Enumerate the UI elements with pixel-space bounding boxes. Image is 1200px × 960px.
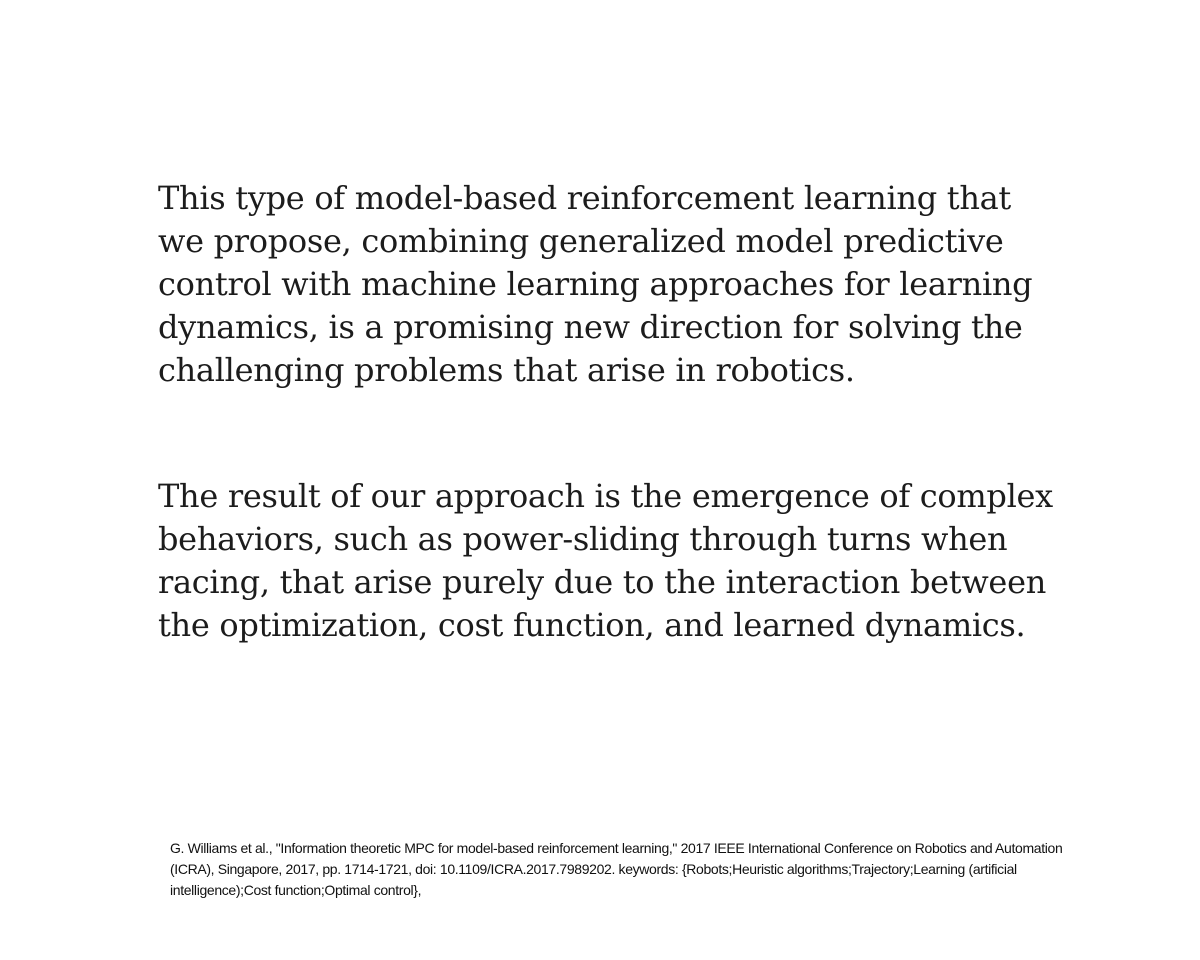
body-paragraph-2: The result of our approach is the emergence of complex behaviors, such as power-sliding through turns when racing, that arise purely due to the interaction between the optimization, cost function, and learned dynamics. xyxy=(158,477,1053,644)
citation-reference: G. Williams et al., "Information theoretic MPC for model-based reinforcement learning," 2017 IEEE International Conference on Robotics and Automation (ICRA), Singapore, 2017, pp. 1714-1721, doi: 10.1109/ICRA.2017.7989202. keywords: {Robots;Heuristic algorithms;Trajectory;Learning (artificial intelligence);Cost function;Optimal control}, xyxy=(170,840,1063,898)
body-paragraph-1: This type of model-based reinforcement learning that we propose, combining generalized model predictive control with machine learning approaches for learning dynamics, is a promising new direction for solving the challenging problems that arise in robotics. xyxy=(158,179,1033,389)
